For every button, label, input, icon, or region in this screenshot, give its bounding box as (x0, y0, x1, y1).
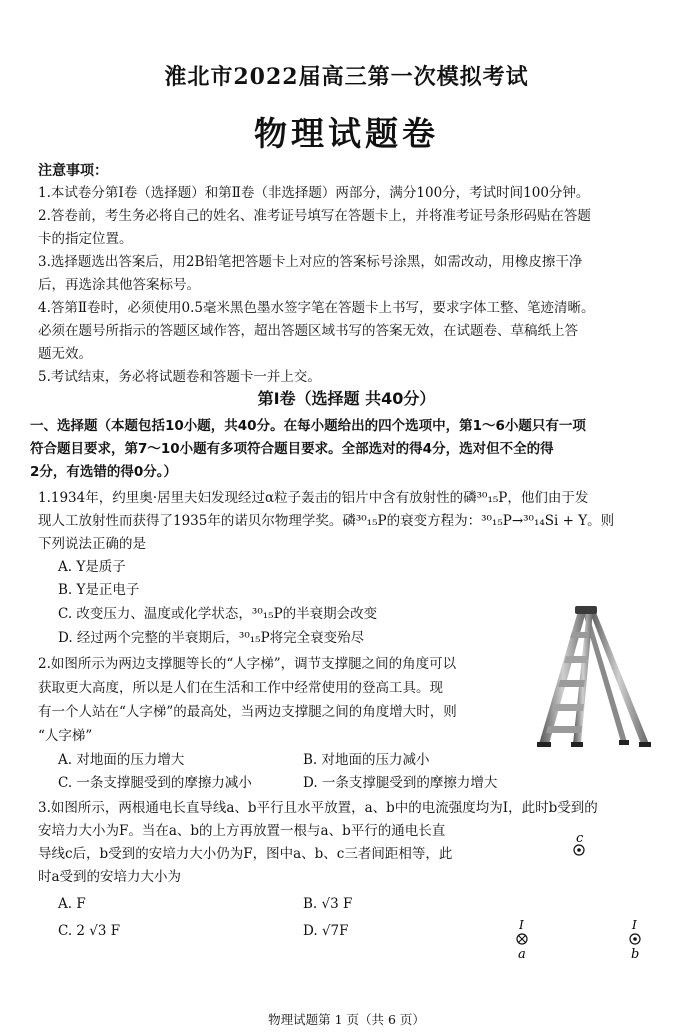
wires-figure (500, 826, 660, 966)
q1-option-b: B. Y是正电子 (58, 582, 140, 598)
notes-line: 后，再选涂其他答案标号。 (38, 277, 200, 293)
wire-c-label: c (576, 831, 584, 846)
q1-stem: 下列说法正确的是 (38, 536, 146, 552)
notes-line: 2.答卷前，考生务必将自己的姓名、准考证号填写在答题卡上，并将准考证号条形码贴在答题 (38, 208, 591, 224)
section-title: 第Ⅰ卷（选择题 共40分） (257, 389, 436, 408)
q1-option-a: A. Y是质子 (58, 559, 126, 575)
q2-option-c: C. 一条支撑腿受到的摩擦力减小 (58, 775, 252, 791)
section-instructions: 一、选择题（本题包括10小题，共40分。在每小题给出的四个选项中，第1～6小题只有一项 (30, 418, 586, 434)
wire-b-label: b (631, 947, 640, 962)
q2-option-b: B. 对地面的压力减小 (303, 752, 430, 768)
notes-heading: 注意事项： (38, 163, 108, 179)
wire-a-label: a (518, 947, 526, 962)
q2-stem: 获取更大高度，所以是人们在生活和工作中经常使用的登高工具。现 (38, 680, 443, 696)
q3-stem: 时a受到的安培力大小为 (38, 869, 182, 885)
exam-title: 淮北市2022届高三第一次模拟考试 (164, 64, 529, 90)
q3-option-d: D. √7F (303, 923, 349, 939)
notes-line: 4.答第Ⅱ卷时，必须使用0.5毫米黑色墨水签字笔在答题卡上书写，要求字体工整、笔迹清晰。 (38, 300, 595, 316)
q2-option-d: D. 一条支撑腿受到的摩擦力增大 (303, 775, 498, 791)
notes-line: 必须在题号所指示的答题区域作答，超出答题区域书写的答案无效，在试题卷、草稿纸上答 (38, 323, 578, 339)
section-instructions: 符合题目要求，第7～10小题有多项符合题目要求。全部选对的得4分，选对但不全的得 (30, 441, 554, 457)
q3-stem: 3.如图所示，两根通电长直导线a、b平行且水平放置，a、b中的电流强度均为I，此时b受到的 (38, 800, 598, 816)
notes-line: 题无效。 (38, 346, 92, 362)
q3-option-a: A. F (58, 896, 86, 912)
q3-stem: 安培力大小为F。当在a、b的上方再放置一根与a、b平行的通电长直 (38, 823, 446, 839)
q1-option-d: D. 经过两个完整的半衰期后，³⁰₁₅P将完全衰变殆尽 (58, 630, 365, 646)
q1-stem: 现人工放射性而获得了1935年的诺贝尔物理学奖。磷³⁰₁₅P的衰变方程为：³⁰₁₅P→³⁰₁₄Si + Y。则 (38, 513, 615, 529)
wire-a-current-label: I (519, 918, 524, 932)
ladder-figure (527, 604, 655, 748)
q2-stem: 有一个人站在“人字梯”的最高处，当两边支撑腿之间的角度增大时，则 (38, 704, 457, 720)
q1-stem: 1.1934年，约里奥·居里夫妇发现经过α粒子轰击的铝片中含有放射性的磷³⁰₁₅P，他们由于发 (38, 490, 589, 506)
q2-stem: 2.如图所示为两边支撑腿等长的“人字梯”，调节支撑腿之间的角度可以 (38, 656, 457, 672)
wire-b-current-label: I (632, 918, 637, 932)
q2-stem: “人字梯” (38, 728, 93, 744)
notes-line: 1.本试卷分第Ⅰ卷（选择题）和第Ⅱ卷（非选择题）两部分，满分100分，考试时间100分钟。 (38, 185, 590, 201)
section-instructions: 2分，有选错的得0分。） (30, 464, 178, 480)
q2-option-a: A. 对地面的压力增大 (58, 752, 185, 768)
subject-title: 物理试题卷 (254, 114, 439, 153)
notes-line: 3.选择题选出答案后，用2B铅笔把答题卡上对应的答案标号涂黑，如需改动，用橡皮擦干净 (38, 254, 583, 270)
q3-option-b: B. √3 F (303, 896, 353, 912)
notes-line: 5.考试结束，务必将试题卷和答题卡一并上交。 (38, 369, 321, 385)
page-footer: 物理试题第 1 页（共 6 页） (268, 1012, 425, 1027)
q3-option-c: C. 2 √3 F (58, 923, 121, 939)
notes-line: 卡的指定位置。 (38, 231, 133, 247)
q3-stem: 导线c后，b受到的安培力大小仍为F，图中a、b、c三者间距相等，此 (38, 846, 453, 862)
q1-option-c: C. 改变压力、温度或化学状态，³⁰₁₅P的半衰期会改变 (58, 606, 378, 622)
